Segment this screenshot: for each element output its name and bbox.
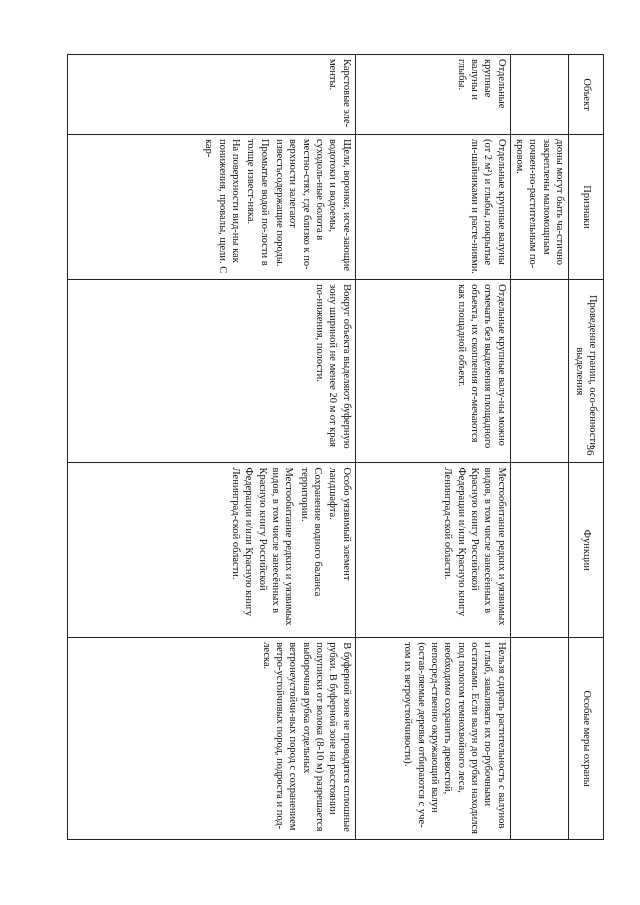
cell-protection: Нельзя сдирать растительность с валунов и глыб, заваливать их по-рубочными остатками. Если валун до рубки находился под пологом темнохвойного леса, необходимо сохранить древостой, непосред-ственно окружающий валун (остав-ляемые деревья отбираются с уче-том их ветроустойчивости). [355, 638, 510, 840]
header-functions: Функции [569, 463, 604, 638]
header-protection: Особые меры охраны [569, 638, 604, 840]
header-object: Объект [569, 55, 604, 135]
cell-functions: Местообитание редких и уязвимых видов, в том числе занесённых в Красную книгу Российской Федерации и/или Красную книгу Ленинград-ской области. [355, 463, 510, 638]
header-boundaries: Проведение границ, осо-бенности выделения [569, 280, 604, 463]
cell-boundaries: Отдельные крупные валу-ны можно отмечать без выделения площадного объекта, их скопления от-мечаются как площадной объект. [355, 280, 510, 463]
cell-object [510, 55, 568, 135]
header-signs: Признаки [569, 134, 604, 279]
cell-signs: Отдельные крупные валуны (от 2 м²) и глыбы, покрытые ли-шайниками и расте-ниями. [355, 134, 510, 279]
cell-signs [67, 134, 355, 279]
protection-measures-table [67, 54, 604, 840]
table-container [92, 54, 604, 840]
cell-boundaries: Вокруг объекта выделяют буферную зону шириной не менее 20 м от края по-нижения, полости. [67, 280, 355, 463]
table-row [67, 55, 355, 840]
cell-protection: В буферной зоне не проводятся сплошные рубки. В буферной зоне на расстоянии полуписки от волока (8-10 м) разрешается выборочная рубка отдельных ветронеустойчи-вых пород с сохранением ветро-устойчивых пород, подроста и под-леска. [67, 638, 355, 840]
cell-paragraph: Сохранение водного баланса территории. [298, 467, 324, 597]
cell-protection [510, 638, 568, 840]
page-number: 36 [584, 444, 596, 456]
cell-object: Карстовые эле-менты. [67, 55, 355, 135]
cell-boundaries [510, 280, 568, 463]
table-row [510, 55, 568, 840]
cell-signs: дюны могут быть ча-стично закреплены маломощным почвен-но-растительным по-кровом. [510, 134, 568, 279]
cell-object: Отдельные крупные валуны и глыбы. [355, 55, 510, 135]
cell-paragraph: Промытые водой по-лости в толще извест-няка. [245, 138, 270, 266]
cell-paragraph: На поверхности вид-ны как понижения, провалы, щели. С кар- [203, 138, 242, 274]
cell-paragraph: Щели, воронки, исче-зающие водотоки и водоемы, суходоль-ные болота в местно-стях, где близко к по-верхности залегают известьсодержащие породы. [274, 138, 352, 272]
table-row [355, 55, 510, 840]
cell-paragraph: Особо уязвимый элемент ландшафта. [327, 467, 352, 581]
cell-functions [67, 463, 355, 638]
cell-functions [510, 463, 568, 638]
cell-paragraph: Местообитание редких и уязвимых видов, в том числе занесённых в Красную книгу Российской Федерации и/или Красную книгу Ленинград-ской области. [230, 467, 295, 626]
